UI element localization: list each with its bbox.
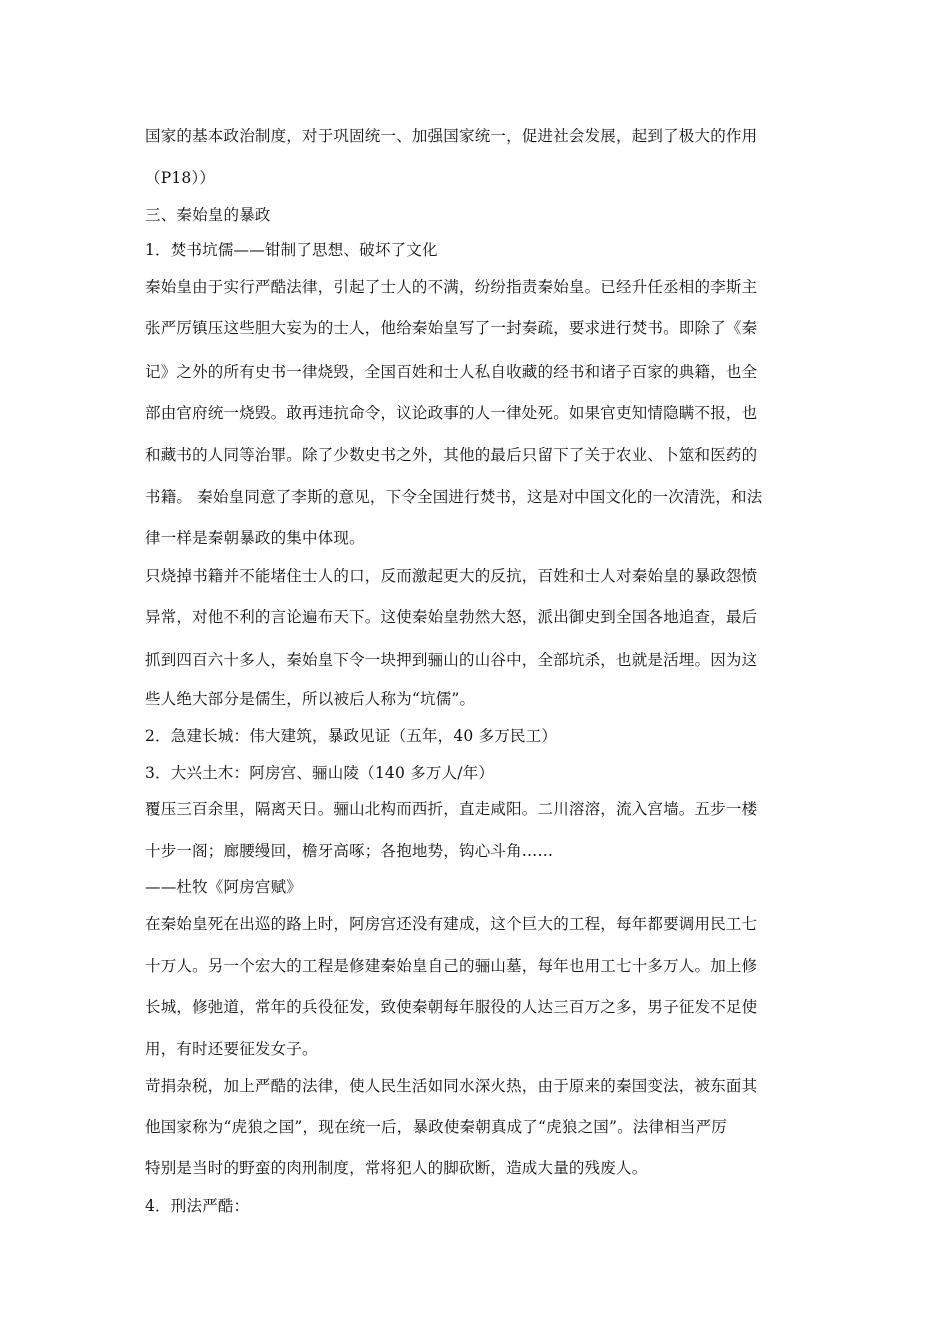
text-line: 部由官府统一烧毁。敢再违抗命令，议论政事的人一律处死。如果官吏知情隐瞒不报，也 (145, 404, 758, 422)
text-line: 特别是当时的野蛮的肉刑制度，常将犯人的脚砍断，造成大量的残废人。 (145, 1159, 648, 1177)
text-line: 抓到四百六十多人，秦始皇下令一块押到骊山的山谷中，全部坑杀，也就是活埋。因为这 (145, 651, 758, 669)
section-heading: 三、秦始皇的暴政 (145, 206, 271, 224)
text-line: 律一样是秦朝暴政的集中体现。 (145, 529, 365, 547)
text-line: 苛捐杂税，加上严酷的法律，使人民生活如同水深火热，由于原来的秦国变法，被东面其 (145, 1077, 758, 1095)
text-line: 记》之外的所有史书一律烧毁，全国百姓和士人私自收藏的经书和诸子百家的典籍，也全 (145, 363, 758, 381)
text-line: 只烧掉书籍并不能堵住士人的口，反而激起更大的反抗，百姓和士人对秦始皇的暴政怨愤 (145, 567, 758, 585)
text-line: 异常，对他不利的言论遍布天下。这使秦始皇勃然大怒，派出御史到全国各地追查，最后 (145, 608, 758, 626)
text-line: 秦始皇由于实行严酷法律，引起了士人的不满，纷纷指责秦始皇。已经升任丞相的李斯主 (145, 278, 758, 296)
quote-attribution: ——杜牧《阿房宫赋》 (145, 878, 303, 896)
text-line: 他国家称为“虎狼之国”，现在统一后，暴政使秦朝真成了“虎狼之国”。法律相当严厉 (145, 1118, 727, 1136)
text-line: 用，有时还要征发女子。 (145, 1040, 318, 1058)
subsection-heading: 1．焚书坑儒——钳制了思想、破坏了文化 (145, 241, 438, 259)
text-line: 长城，修弛道，常年的兵役征发，致使秦朝每年服役的人达三百万之多，男子征发不足使 (145, 998, 758, 1016)
text-line: 张严厉镇压这些胆大妄为的士人，他给秦始皇写了一封奏疏，要求进行焚书。即除了《秦 (145, 319, 758, 337)
quote-line: 十步一阁；廊腰缦回，檐牙高啄；各抱地势，钩心斗角…… (145, 842, 554, 860)
quote-line: 覆压三百余里，隔离天日。骊山北构而西折，直走咸阳。二川溶溶，流入宫墙。五步一楼 (145, 800, 758, 818)
text-line: 和藏书的人同等治罪。除了少数史书之外，其他的最后只留下了关于农业、卜筮和医药的 (145, 446, 758, 464)
text-line: 书籍。 秦始皇同意了李斯的意见，下令全国进行焚书，这是对中国文化的一次清洗，和法 (145, 488, 763, 506)
text-line: 些人绝大部分是儒生，所以被后人称为“坑儒”。 (145, 690, 476, 708)
text-line: 国家的基本政治制度，对于巩固统一、加强国家统一，促进社会发展，起到了极大的作用 (145, 127, 758, 145)
subsection-heading: 3．大兴土木：阿房宫、骊山陵（140 多万人/年） (145, 764, 495, 782)
text-line: （P18）） (145, 169, 216, 187)
text-line: 在秦始皇死在出巡的路上时，阿房宫还没有建成，这个巨大的工程，每年都要调用民工七 (145, 915, 758, 933)
subsection-heading: 4．刑法严酷： (145, 1197, 250, 1215)
text-line: 十万人。另一个宏大的工程是修建秦始皇自己的骊山墓，每年也用工七十多万人。加上修 (145, 957, 758, 975)
subsection-heading: 2．急建长城：伟大建筑，暴政见证（五年，40 多万民工） (145, 727, 558, 745)
